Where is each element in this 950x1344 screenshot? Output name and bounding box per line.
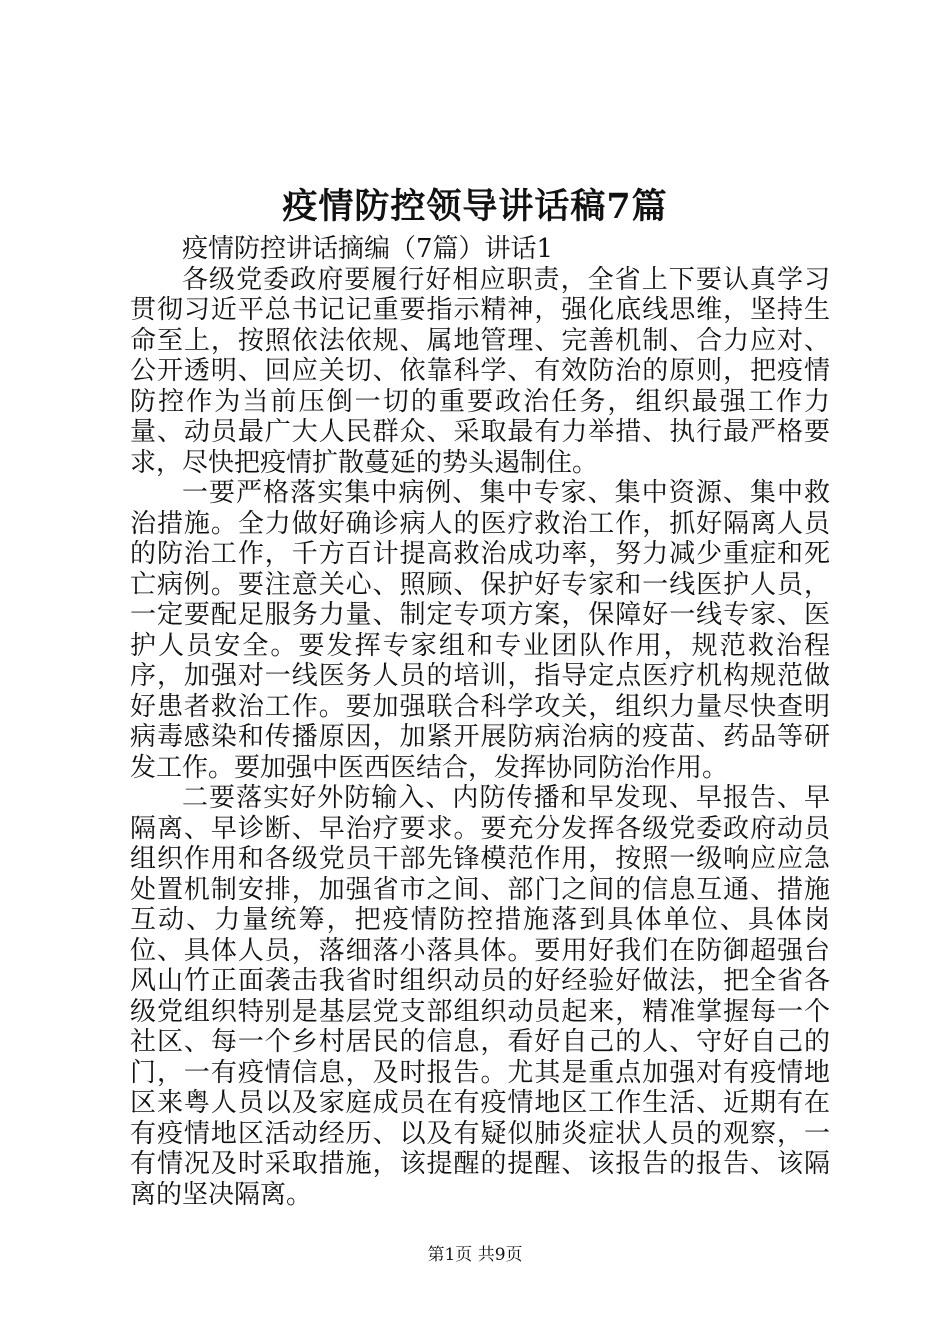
body-paragraph: 各级党委政府要履行好相应职责，全省上下要认真学习贯彻习近平总书记记重要指示精神，强化底线思维，坚持生命至上，按照依法依规、属地管理、完善机制、合力应对、公开透明、回应关切、依靠科学、有效防治的原则，把疫情防控作为当前压倒一切的重要政治任务，组织最强工作力量、动员最广大人民群众、采取最有力举措、执行最严格要求，尽快把疫情扩散蔓延的势头遏制住。 [130, 264, 830, 478]
page-number-footer: 第1页 共9页 [427, 1245, 523, 1265]
document-body [130, 234, 830, 1210]
body-paragraph: 一要严格落实集中病例、集中专家、集中资源、集中救治措施。全力做好确诊病人的医疗救治工作，抓好隔离人员的防治工作，千方百计提高救治成功率，努力减少重症和死亡病例。要注意关心、照顾、保护好专家和一线医护人员，一定要配足服务力量、制定专项方案，保障好一线专家、医护人员安全。要发挥专家组和专业团队作用，规范救治程序，加强对一线医务人员的培训，指导定点医疗机构规范做好患者救治工作。要加强联合科学攻关，组织力量尽快查明病毒感染和传播原因，加紧开展防病治病的疫苗、药品等研发工作。要加强中医西医结合，发挥协同防治作用。 [130, 478, 830, 783]
body-paragraph: 二要落实好外防输入、内防传播和早发现、早报告、早隔离、早诊断、早治疗要求。要充分发挥各级党委政府动员组织作用和各级党员干部先锋模范作用，按照一级响应应急处置机制安排，加强省市之间、部门之间的信息互通、措施互动、力量统筹，把疫情防控措施落到具体单位、具体岗位、具体人员，落细落小落具体。要用好我们在防御超强台风山竹正面袭击我省时组织动员的好经验好做法，把全省各级党组织特别是基层党支部组织动员起来，精准掌握每一个社区、每一个乡村居民的信息，看好自己的人、守好自己的门，一有疫情信息，及时报告。尤其是重点加强对有疫情地区来粤人员以及家庭成员在有疫情地区工作生活、近期有在有疫情地区活动经历、以及有疑似肺炎症状人员的观察，一有情况及时采取措施，该提醒的提醒、该报告的报告、该隔离的坚决隔离。 [130, 783, 830, 1210]
document-title: 疫情防控领导讲话稿7篇 [282, 186, 668, 227]
subtitle-paragraph: 疫情防控讲话摘编（7篇）讲话1 [182, 234, 554, 264]
